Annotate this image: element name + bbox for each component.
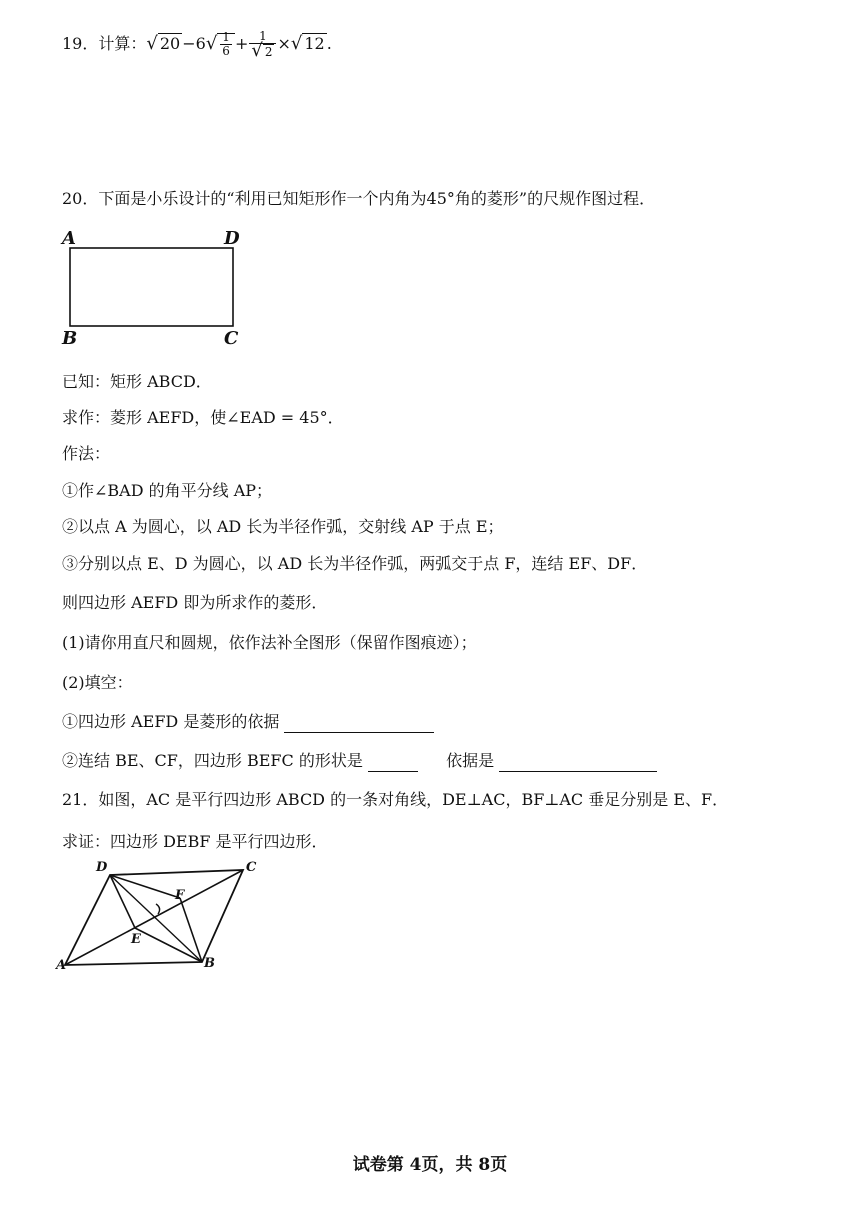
- fill1-answer-blank[interactable]: [284, 716, 434, 733]
- q20-known: 已知：矩形 ABCD．: [62, 372, 212, 391]
- q20-intro: 20．下面是小乐设计的“利用已知矩形作一个内角为45°角的菱形”的尺规作图过程．: [62, 189, 656, 208]
- para-label-c: C: [246, 860, 257, 875]
- para-label-a: A: [56, 958, 67, 973]
- sqrt-sign: √: [146, 33, 158, 54]
- q20-fill1: [62, 711, 434, 733]
- q19-expression: 19．计算：√ 20 −6√ $\frac{1}{6}$ + $\frac{1}{√ 2}$ ×√ 12 .: [62, 29, 332, 61]
- q19-number: 19．计算：: [62, 34, 147, 53]
- radicand-20: 20: [159, 34, 181, 53]
- q20-method: 作法：: [62, 444, 111, 463]
- page-footer: 试卷第 4页，共 8页: [352, 1155, 508, 1175]
- fraction-one-sixth: $\frac{1}{6}$: [222, 30, 230, 58]
- para-label-e: E: [131, 932, 141, 947]
- sqrt-sign: √: [205, 33, 218, 54]
- q20-find: 求作：菱形 AEFD，使∠EAD = 45°．: [62, 408, 344, 427]
- q20-part1: (1)请你用直尺和圆规，依作法补全图形（保留作图痕迹）；: [62, 633, 477, 652]
- rectangle-figure: [60, 240, 250, 340]
- fill2-shape-blank[interactable]: [368, 755, 418, 772]
- q20-part2: (2)填空：: [62, 673, 133, 692]
- q20-step2: ②以点 A 为圆心，以 AD 长为半径作弧，交射线 AP 于点 E；: [62, 517, 504, 536]
- fraction-one-over-root-two: $\frac{1}{√ 2}$: [249, 30, 276, 59]
- q21-intro: 21．如图，AC 是平行四边形 ABCD 的一条对角线，DE⊥AC，BF⊥AC 垂足分别是 E、F．: [62, 790, 729, 809]
- parallelogram-figure: [40, 850, 270, 980]
- fill1-text: ①四边形 AEFD 是菱形的依据: [62, 712, 280, 731]
- q21-prove: 求证：四边形 DEBF 是平行四边形．: [62, 832, 328, 851]
- radicand-12: 12: [304, 34, 325, 53]
- rect-label-b: B: [62, 328, 78, 349]
- q20-conclusion: 则四边形 AEFD 即为所求作的菱形．: [62, 593, 328, 612]
- fill2-text: ②连结 BE、CF，四边形 BEFC 的形状是: [62, 751, 363, 770]
- rect-label-a: A: [62, 228, 76, 249]
- para-label-f: F: [175, 888, 185, 903]
- sqrt-sign: √: [290, 33, 303, 54]
- minus-six: −6: [182, 34, 206, 53]
- q20-step1: ①作∠BAD 的角平分线 AP；: [62, 481, 273, 500]
- q20-fill2: [62, 750, 657, 772]
- rect-label-c: C: [224, 328, 239, 349]
- fill2-basis-text: 依据是: [446, 751, 495, 770]
- plus-sign: +: [234, 34, 249, 53]
- rect-label-d: D: [224, 228, 240, 249]
- q20-step3: ③分别以点 E、D 为圆心，以 AD 长为半径作弧，两弧交于点 F，连结 EF、DF．: [62, 554, 648, 573]
- para-label-d: D: [96, 860, 108, 875]
- fill2-basis-blank[interactable]: [499, 755, 657, 772]
- para-label-b: B: [204, 956, 215, 971]
- times-sign: ×: [277, 34, 291, 53]
